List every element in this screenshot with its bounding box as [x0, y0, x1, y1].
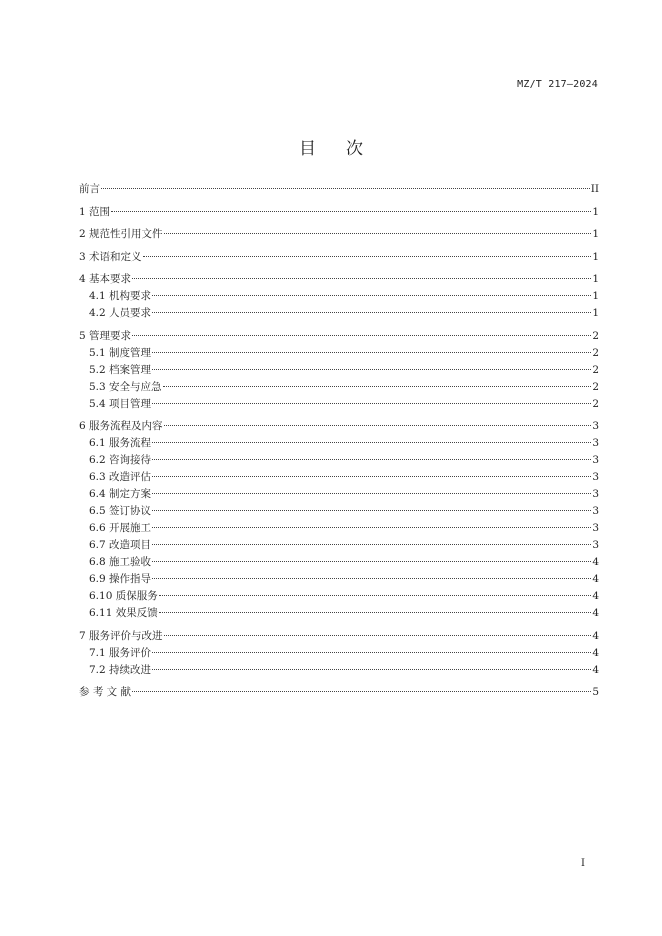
toc-entry[interactable]: [79, 520, 599, 537]
toc-entry-page: 3: [592, 454, 599, 466]
toc-entry-label: 6 服务流程及内容: [79, 420, 163, 432]
toc-entry-label: 5.2 档案管理: [89, 363, 152, 376]
toc-entry[interactable]: [79, 605, 599, 622]
dot-leader: [152, 493, 591, 494]
toc-entry-page: 2: [592, 346, 599, 359]
dot-leader: [111, 211, 591, 212]
dot-leader: [152, 578, 591, 579]
dot-leader: [152, 312, 591, 313]
toc-entry-page: 4: [592, 646, 599, 659]
page-number: I: [581, 858, 585, 869]
toc-entry-page: 3: [592, 522, 599, 534]
toc-entry-label: 6.6 开展施工: [89, 522, 152, 534]
toc-entry-label: 4.1 机构要求: [89, 290, 152, 302]
dot-leader: [132, 691, 591, 692]
toc-entry-label: 5.3 安全与应急: [89, 380, 162, 393]
toc-entry-label: 6.4 制定方案: [89, 488, 152, 500]
toc-entry[interactable]: [79, 452, 599, 469]
toc-entry[interactable]: [79, 554, 599, 571]
toc-entry-page: 1: [592, 273, 599, 285]
dot-leader: [152, 442, 591, 443]
toc-entry-page: 1: [592, 228, 599, 240]
toc-entry-label: 5.1 制度管理: [89, 346, 152, 359]
toc-entry-label: 7 服务评价与改进: [79, 629, 163, 642]
dot-leader: [152, 527, 591, 528]
dot-leader: [152, 652, 591, 653]
toc-entry-label: 6.10 质保服务: [89, 590, 158, 602]
toc-entry-page: 1: [592, 290, 599, 302]
dot-leader: [152, 476, 591, 477]
dot-leader: [152, 669, 591, 670]
toc-entry[interactable]: [79, 362, 599, 379]
toc-entry-page: 1: [592, 250, 599, 263]
dot-leader: [152, 561, 591, 562]
toc-entry[interactable]: [79, 328, 599, 345]
toc-entry-page: 2: [592, 329, 599, 342]
page-title: 目次: [299, 139, 393, 159]
dot-leader: [152, 544, 591, 545]
dot-leader: [152, 403, 591, 404]
toc-entry-page: 1: [592, 205, 599, 218]
toc-entry-label: 1 范围: [79, 205, 111, 218]
toc-entry-page: 4: [592, 663, 599, 676]
dot-leader: [152, 459, 591, 460]
toc-entry-page: II: [590, 183, 599, 195]
toc-entry[interactable]: [79, 486, 599, 503]
toc-entry[interactable]: [79, 249, 599, 266]
toc-entry-page: 4: [592, 556, 599, 568]
toc-entry-label: 6.8 施工验收: [89, 556, 152, 568]
dot-leader: [101, 188, 590, 189]
dot-leader: [152, 295, 591, 296]
dot-leader: [164, 425, 592, 426]
dot-leader: [164, 635, 592, 636]
dot-leader: [152, 352, 591, 353]
toc-entry-page: 4: [592, 607, 599, 619]
toc-entry-label: 6.9 操作指导: [89, 573, 152, 585]
dot-leader: [132, 335, 591, 336]
toc-entry-label: 6.1 服务流程: [89, 437, 152, 449]
toc-entry-page: 2: [592, 380, 599, 393]
dot-leader: [163, 386, 592, 387]
toc-entry-label: 前言: [79, 183, 100, 195]
toc-entry[interactable]: [79, 684, 599, 701]
toc-entry-label: 7.1 服务评价: [89, 646, 152, 659]
toc-entry-label: 7.2 持续改进: [89, 663, 152, 676]
toc-entry[interactable]: [79, 645, 599, 662]
toc-entry[interactable]: [79, 345, 599, 362]
toc-entry[interactable]: [79, 628, 599, 645]
toc-entry[interactable]: [79, 181, 599, 198]
toc-entry-page: 4: [592, 573, 599, 585]
toc-entry-page: 4: [592, 629, 599, 642]
toc-entry[interactable]: [79, 571, 599, 588]
toc-entry-label: 6.7 改造项目: [89, 539, 152, 551]
toc-entry-label: 6.5 签订协议: [89, 505, 152, 517]
toc-entry-label: 6.2 咨询接待: [89, 454, 152, 466]
toc-entry-page: 3: [592, 420, 599, 432]
toc-entry-label: 参 考 文 献: [79, 686, 132, 698]
toc-entry[interactable]: [79, 226, 599, 243]
toc-entry[interactable]: [79, 271, 599, 288]
dot-leader: [143, 256, 592, 257]
toc-entry-page: 2: [592, 397, 599, 410]
toc-entry-label: 4 基本要求: [79, 273, 132, 285]
dot-leader: [159, 612, 592, 613]
toc-entry-page: 3: [592, 471, 599, 483]
toc-entry-page: 4: [592, 590, 599, 602]
dot-leader: [152, 369, 591, 370]
toc-entry[interactable]: [79, 379, 599, 396]
toc-entry[interactable]: [79, 204, 599, 221]
toc-entry[interactable]: [79, 588, 599, 605]
toc-entry[interactable]: [79, 662, 599, 679]
toc-entry[interactable]: [79, 503, 599, 520]
toc-entry[interactable]: [79, 435, 599, 452]
table-of-contents: [79, 181, 599, 701]
toc-entry-page: 3: [592, 505, 599, 517]
toc-entry-label: 2 规范性引用文件: [79, 228, 163, 240]
toc-entry[interactable]: [79, 305, 599, 322]
toc-entry-page: 2: [592, 363, 599, 376]
toc-entry-page: 3: [592, 437, 599, 449]
toc-entry[interactable]: [79, 396, 599, 413]
toc-entry[interactable]: [79, 469, 599, 486]
toc-entry-label: 4.2 人员要求: [89, 307, 152, 319]
toc-entry-page: 5: [592, 686, 599, 698]
toc-entry-label: 3 术语和定义: [79, 250, 142, 263]
toc-entry-label: 6.11 效果反馈: [89, 607, 158, 619]
toc-entry-label: 5.4 项目管理: [89, 397, 152, 410]
toc-entry[interactable]: [79, 288, 599, 305]
toc-entry-page: 3: [592, 488, 599, 500]
dot-leader: [152, 510, 591, 511]
toc-entry-page: 1: [592, 307, 599, 319]
dot-leader: [164, 233, 592, 234]
dot-leader: [132, 278, 591, 279]
toc-entry-page: 3: [592, 539, 599, 551]
toc-entry-label: 6.3 改造评估: [89, 471, 152, 483]
toc-entry[interactable]: [79, 418, 599, 435]
document-code: MZ/T 217—2024: [517, 79, 598, 90]
toc-entry-label: 5 管理要求: [79, 329, 132, 342]
toc-entry[interactable]: [79, 537, 599, 554]
dot-leader: [159, 595, 592, 596]
